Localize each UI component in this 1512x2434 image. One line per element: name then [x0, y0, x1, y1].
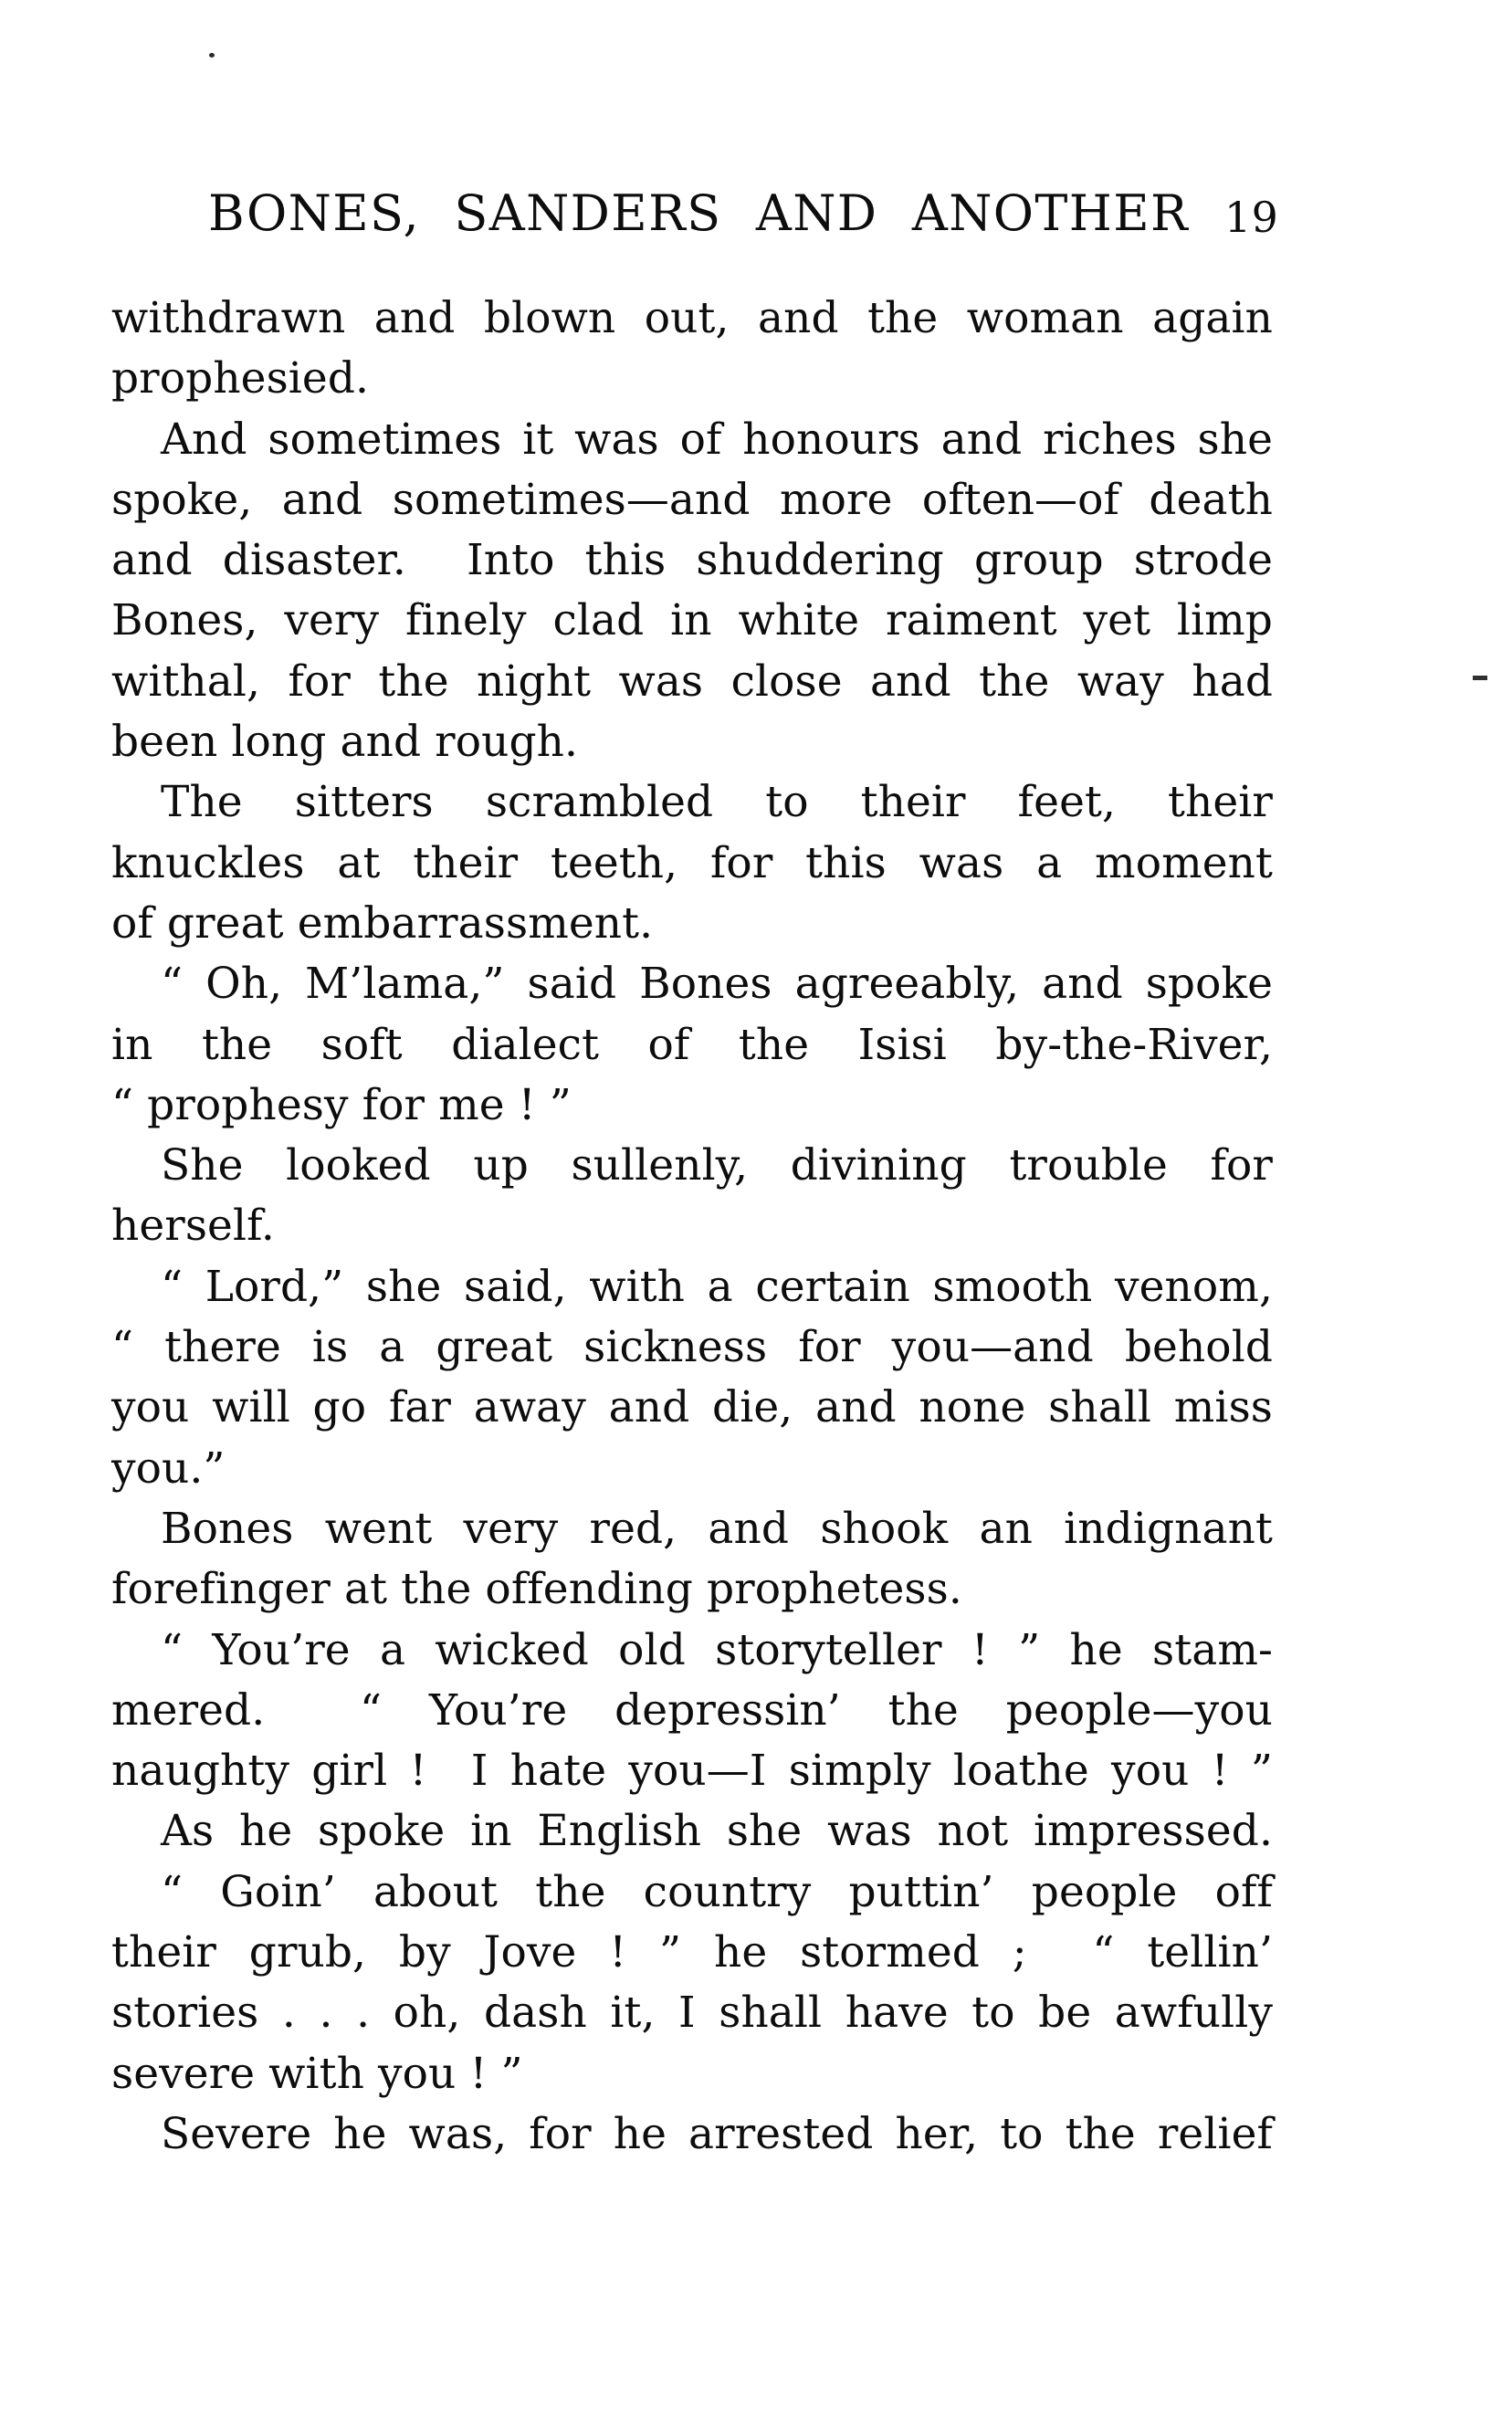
text-line: prophesied.	[111, 353, 370, 404]
text-line: been long and rough.	[111, 717, 579, 768]
text-line: in the soft dialect of the Isisi by-the-River,	[111, 1019, 1273, 1070]
text-line: Bones went very red, and shook an indignant	[161, 1503, 1273, 1554]
text-line: As he spoke in English she was not impressed.	[161, 1806, 1273, 1857]
text-line: “ Lord,” she said, with a certain smooth venom,	[161, 1261, 1273, 1312]
page-number: 19	[1224, 192, 1279, 242]
text-line: you.”	[111, 1443, 226, 1494]
text-line: their grub, by Jove ! ” he stormed ; “ tellin’	[111, 1927, 1273, 1978]
text-line: herself.	[111, 1201, 275, 1252]
text-line: of great embarrassment.	[111, 897, 654, 949]
scan-speck-dot	[209, 53, 215, 58]
text-line: you will go far away and die, and none shall miss	[111, 1382, 1273, 1433]
text-line: spoke, and sometimes—and more often—of death	[111, 474, 1273, 525]
text-line: severe with you ! ”	[111, 2048, 523, 2099]
text-line: The sitters scrambled to their feet, their	[161, 777, 1273, 828]
text-line: forefinger at the offending prophetess.	[111, 1564, 962, 1615]
text-line: mered. “ You’re depressin’ the people—you	[111, 1684, 1273, 1736]
text-line: stories . . . oh, dash it, I shall have to be awfully	[111, 1988, 1273, 2039]
text-line: and disaster. Into this shuddering group strode	[111, 535, 1273, 586]
text-line: knuckles at their teeth, for this was a moment	[111, 837, 1273, 888]
scan-speck-dash	[1473, 676, 1487, 680]
text-line: She looked up sullenly, divining trouble for	[161, 1140, 1273, 1191]
text-line: “ Oh, M’lama,” said Bones agreeably, and spoke	[161, 959, 1273, 1010]
text-line: “ Goin’ about the country puttin’ people off	[161, 1866, 1273, 1917]
text-line: “ there is a great sickness for you—and behold	[111, 1322, 1273, 1373]
text-line: withal, for the night was close and the way had	[111, 656, 1273, 707]
text-line: withdrawn and blown out, and the woman again	[111, 293, 1273, 343]
text-line: Bones, very finely clad in white raiment yet limp	[111, 595, 1273, 646]
text-line: Severe he was, for he arrested her, to the relief	[161, 2108, 1273, 2159]
text-line: “ You’re a wicked old storyteller ! ” he stam-	[161, 1624, 1273, 1675]
page-text-block	[111, 289, 1273, 2165]
text-line: And sometimes it was of honours and riches she	[161, 414, 1273, 465]
text-line: “ prophesy for me ! ”	[111, 1079, 572, 1130]
running-header	[208, 186, 1278, 240]
text-line: naughty girl ! I hate you—I simply loathe you ! ”	[111, 1746, 1273, 1797]
header-title: BONES, SANDERS AND ANOTHER	[208, 184, 1190, 242]
